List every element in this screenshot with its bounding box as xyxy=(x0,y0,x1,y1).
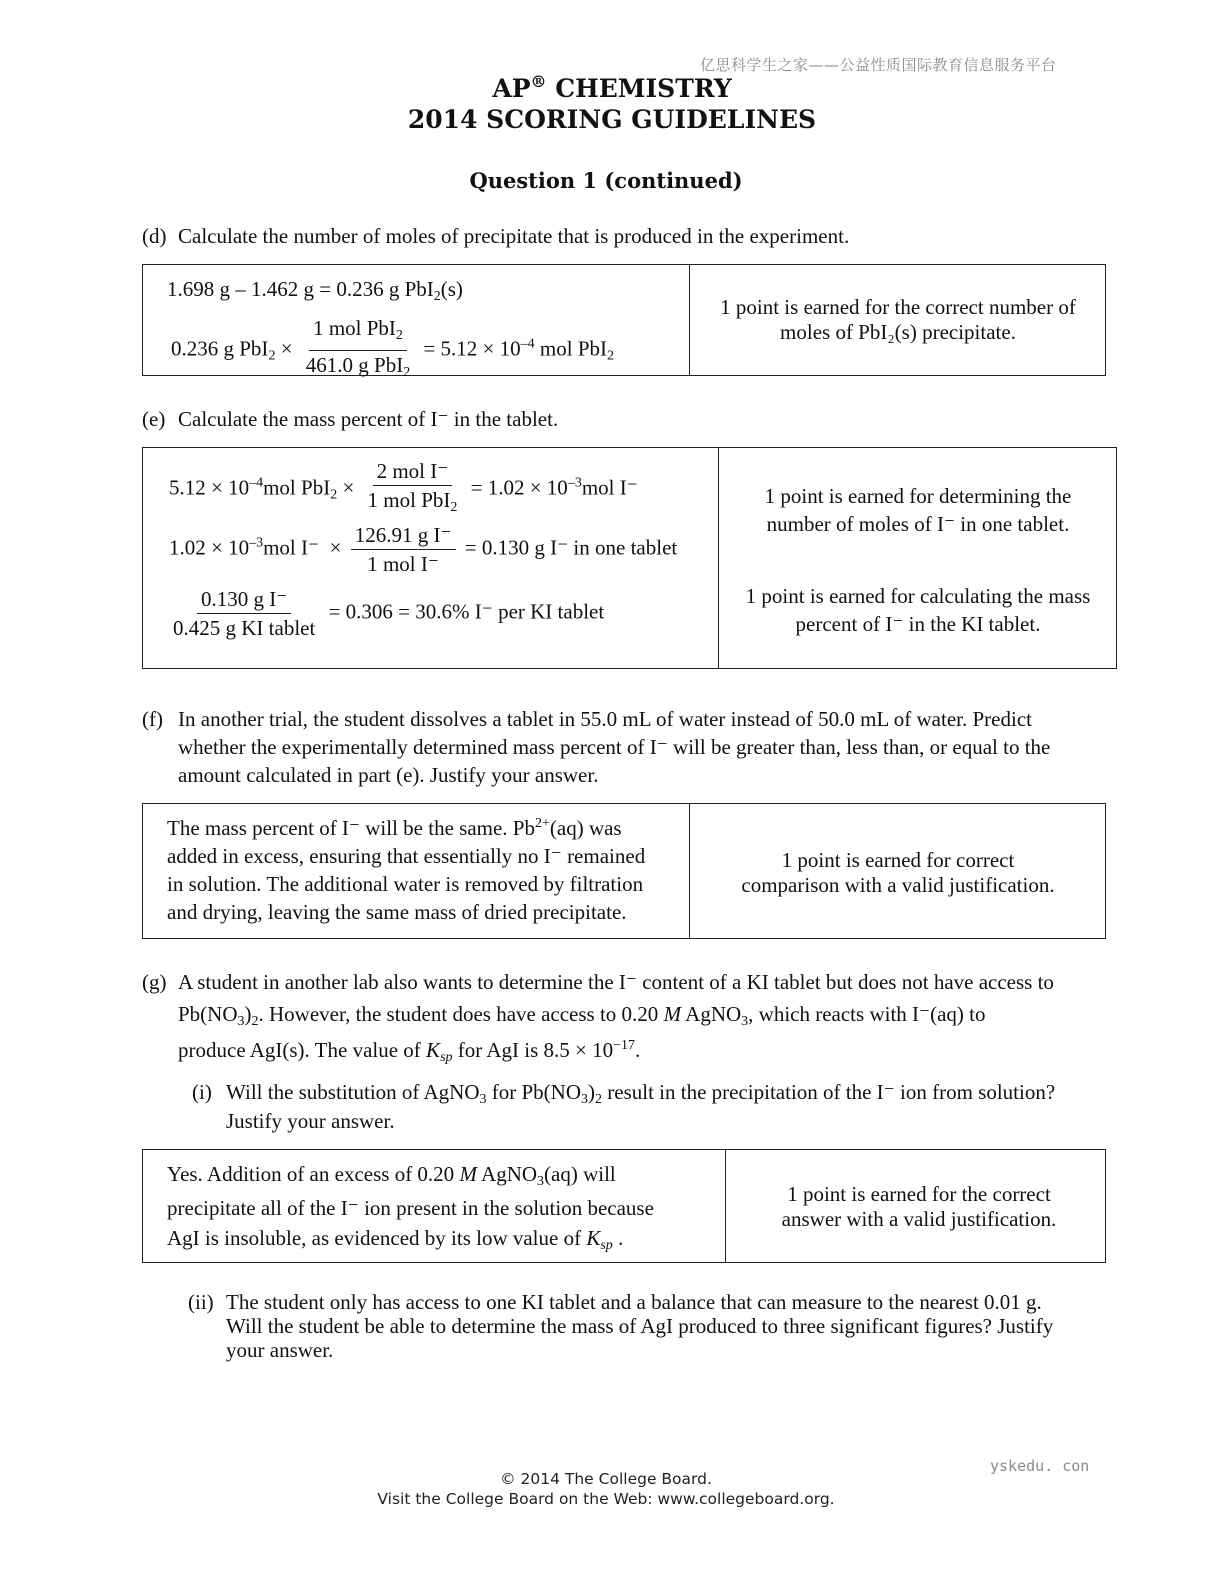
part-f-answer-line4: and drying, leaving the same mass of dried precipitate. xyxy=(167,900,627,924)
part-d-work-line1: 1.698 g – 1.462 g = 0.236 g PbI$_2$(s) xyxy=(167,277,463,304)
page-title: AP® CHEMISTRY xyxy=(492,72,732,103)
part-f-answer-line2: added in excess, ensuring that essentially no I⁻ remained xyxy=(167,844,646,868)
part-e-table xyxy=(142,447,1117,669)
watermark-top: 亿思科学生之家——公益性质国际教育信息服务平台 xyxy=(700,56,1057,74)
part-e-work-line3: $\frac{\text{0.130 g I⁻}}{\text{0.425 g KI tablet}}$ = 0.306 = 30.6% I⁻ per KI tablet xyxy=(173,587,605,640)
part-g-i-answer-line1: Yes. Addition of an excess of 0.20 M AgNO$_3$(aq) will xyxy=(167,1162,616,1189)
part-f-table xyxy=(142,803,1106,939)
part-g-i-answer-line2: precipitate all of the I⁻ ion present in the solution because xyxy=(167,1196,654,1220)
part-f-scoring: 1 point is earned for correct comparison with a valid justification. xyxy=(741,848,1055,897)
page-subtitle: 2014 SCORING GUIDELINES xyxy=(407,105,817,134)
part-e-scoring-2: 1 point is earned for calculating the mass percent of I⁻ in the KI tablet. xyxy=(745,584,1091,636)
footer-copyright: © 2014 The College Board. xyxy=(500,1470,712,1488)
part-e-scoring-1: 1 point is earned for determining the number of moles of I⁻ in one tablet. xyxy=(764,484,1072,536)
part-f-answer-line3: in solution. The additional water is removed by filtration xyxy=(167,872,644,896)
question-title: Question 1 (continued) xyxy=(469,168,743,193)
part-e-work-line2: $1.02 \times 10^{-3}mol$ I⁻ × $\frac{\text{126.91 g I⁻}}{\text{1 mol I⁻}}$ = 0.130 g I⁻ in one tablet xyxy=(169,523,678,576)
part-f-answer-line1: The mass percent of I⁻ will be the same. $Pb^{2+}(aq)$ was xyxy=(167,816,622,840)
watermark-bottom: yskedu. con xyxy=(990,1457,1090,1475)
part-d-table xyxy=(142,264,1106,380)
footer-website: Visit the College Board on the Web: www.collegeboard.org. xyxy=(377,1490,835,1508)
part-d-work-line2: 0.236 g PbI$_2$ × $\frac{1 mol PbI_2}{461.0 g PbI_2}$ = $5.12 \times 10^{-4}$ mol PbI$_2$ xyxy=(171,316,614,380)
part-g-i-table xyxy=(142,1149,1106,1263)
part-g-i-answer-line3: AgI is insoluble, as evidenced by its low value of $K_{sp}$ . xyxy=(167,1226,624,1253)
part-d-scoring: 1 point is earned for the correct number of moles of PbI₂(s) precipitate. xyxy=(720,295,1076,344)
part-g-i-scoring: 1 point is earned for the correct answer with a valid justification. xyxy=(781,1182,1057,1231)
part-e-work-line1: $5.12 \times 10^{-4}mol$ PbI$_2$ × $\frac{\text{2 mol I⁻}}{1 mol PbI_2}$ = $1.02 \times 10^{-3}mol$ I⁻ xyxy=(169,459,638,515)
